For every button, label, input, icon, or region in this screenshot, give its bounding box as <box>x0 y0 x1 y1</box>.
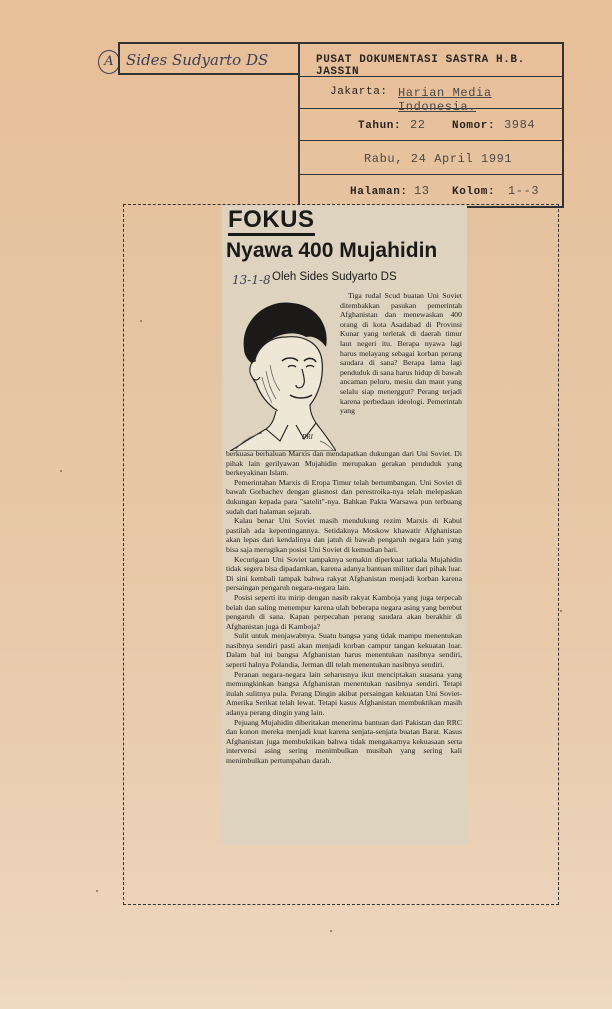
body-paragraph: Kecurigaan Uni Soviet tampaknya semakin diperkuat tatkala Mujahidin tidak segera bisa dipadamkan, karena adanya bantuan militer dari pihak luar. Di sini kembali tampak bahwa rakyat Afghanistan menjadi korban karena persaingan pengaruh negara-negara lain. <box>226 554 462 593</box>
halaman-label: Halaman: <box>350 186 408 198</box>
body-paragraph: Peranan negara-negara lain seharusnya ikut menciptakan suasana yang memungkinkan bangsa Afghanistan menentukan nasibnya sendiri. Tetapi itulah sulitnya pula. Perang Dingin akibat persaingan kekuatan Uni Soviet-Amerika Serikat telah lewat. Tetapi kasus Afghanistan membuktikan masih adanya perang dingin yang lain. <box>226 669 462 718</box>
kolom-label: Kolom: <box>452 186 496 198</box>
nomor-value: 3984 <box>504 118 536 132</box>
tahun-value: 22 <box>410 118 426 132</box>
handwritten-date: 13-1-8 <box>232 273 271 287</box>
newspaper-clipping <box>222 205 467 845</box>
body-paragraph: Sulit untuk menjawabnya. Suatu bangsa yang tidak mampu menentukan nasibnya sendiri pasti akan menjadi korban campur tangan kekuatan luar. Dalam hal ini bangsa Afghanistan harus menentukan nasibnya sendiri, seperti halnya Polandia, Jerman dll telah menentukan nasibnya sendiri. <box>226 631 462 670</box>
body-paragraph: berkuasa berhaluan Marxis dan mendapatkan dukungan dari Uni Soviet. Di pihak lain gerilyawan Mujahidin merupakan gerakan penduduk yang berkeyakinan Islam. <box>226 449 462 478</box>
body-paragraph: Posisi seperti itu mirip dengan nasib rakyat Kamboja yang juga terpecah belah dan saling menempur karena ulah beberapa negara asing yang berebut pengaruh di sana. Kapan perpecahan perang saudara akan berakhir di Afghanistan juga di Kamboja? <box>226 592 462 631</box>
jakarta-label: Jakarta: <box>330 86 388 98</box>
handwritten-author: Sides Sudyarto DS <box>126 51 269 69</box>
halaman-value: 13 <box>414 184 430 198</box>
body-paragraph: Kalau benar Uni Soviet masih mendukung rezim Marxis di Kabul pastilah ada kepentingannya. Setidaknya Moskow khawatir Afghanistan akan lepas dari kendalinya dan jatuh di bawah pengaruh negara lain yang bisa saja merugikan posisi Uni Soviet di kemudian hari. <box>226 516 462 554</box>
newspaper-name: Harian Media Indonesia. <box>398 86 492 114</box>
body-paragraph: Pemerintahan Marxis di Eropa Timur telah bertumbangan. Uni Soviet di bawah Gorbachev dengan glasnost dan perestroika-nya telah melepaskan dukungan kepada para "satelit"-nya. Bahkan Pakta Warsawa pun terbuang sudah dari halaman sejarah. <box>226 477 462 516</box>
article-body <box>226 449 462 766</box>
lead-text: Tiga rudal Scud buatan Uni Soviet ditembakkan pasukan pemerintah Afghanistan dan menewaskan 400 orang di kota Asadabad di Provinsi Kunar yang terletak di daerah timur laut negeri itu. Berapa nyawa lagi harus melayang sebagai korban perang saudara di sana? Berapa lama lagi penduduk di sana harus hidup di bawah ancaman peluru, mesiu dan maut yang selalu siap menerggut? Perang terjadi karena perbedaan ideologi. Pemerintah yang <box>340 291 462 416</box>
illustrator-signature: PRI <box>302 433 313 441</box>
nomor-label: Nomor: <box>452 120 496 132</box>
section-label: FOKUS <box>228 207 315 236</box>
stamp-header: PUSAT DOKUMENTASI SASTRA H.B. JASSIN <box>316 54 525 78</box>
circled-letter: A <box>98 50 120 74</box>
lead-paragraph <box>340 291 462 416</box>
archive-stamp <box>118 42 564 208</box>
byline: Oleh Sides Sudyarto DS <box>272 271 397 283</box>
headline: Nyawa 400 Mujahidin <box>226 239 438 262</box>
kolom-value: 1--3 <box>508 184 540 198</box>
author-portrait-illustration <box>226 291 336 451</box>
body-paragraph: Pejuang Mujahidin diberitakan menerima bantuan dari Pakistan dan RRC dan konon mereka menjadi kuat karena senjata-senjata buatan Barat. Kasus Afghanistan juga membuktikan bahwa tidak mengakarnya kekuasaan serta intervensi asing sering menimbulkan musibah yang sering kali menimbulkan pertumpahan darah. <box>226 717 462 765</box>
tahun-label: Tahun: <box>358 120 402 132</box>
issue-date: Rabu, 24 April 1991 <box>364 152 513 166</box>
